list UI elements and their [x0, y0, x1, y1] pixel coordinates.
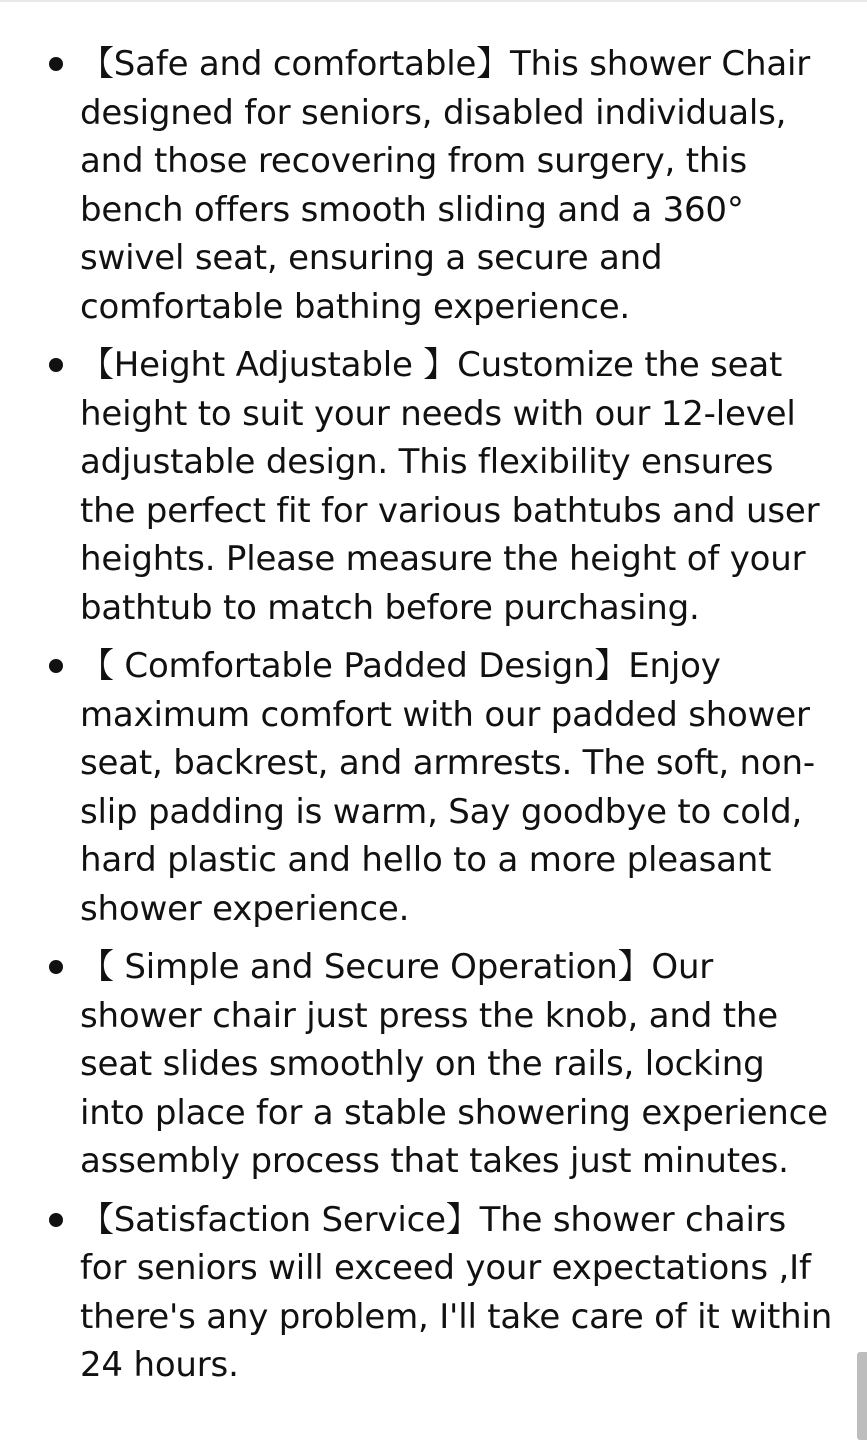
bullet-dot-icon [49, 659, 63, 673]
feature-bullet-text: 【Safe and comfortable】This shower Chair designed for seniors, disabled individuals, and those recovering from surgery, this bench offers smooth sliding and a 360° swivel seat, ensuring a secure and comfortable bathing experience. [80, 44, 810, 327]
vertical-scrollbar[interactable] [857, 1352, 867, 1440]
feature-bullet-text: 【Height Adjustable 】Customize the seat height to suit your needs with our 12-level adjustable design. This flexibility ensures the perfect fit for various bathtubs and user heights. Please measure the height of your bathtub to match before purchasing. [80, 345, 820, 628]
bullet-dot-icon [49, 960, 63, 974]
feature-bullet-padded-design [0, 642, 845, 933]
feature-bullet-text: 【 Simple and Secure Operation】Our shower chair just press the knob, and the seat slides smoothly on the rails, locking into place for a stable showering experience assembly process that takes just minutes. [80, 947, 828, 1181]
feature-bullet-text: 【 Comfortable Padded Design】Enjoy maximum comfort with our padded shower seat, backrest, and armrests. The soft, non-slip padding is warm, Say goodbye to cold, hard plastic and hello to a more pleasant shower experience. [80, 646, 815, 929]
feature-bullet-list [0, 40, 845, 1400]
bullet-dot-icon [49, 358, 63, 372]
bullet-dot-icon [49, 57, 63, 71]
top-divider [0, 0, 867, 2]
feature-bullet-height-adjustable [0, 341, 845, 632]
feature-bullet-secure-operation [0, 943, 845, 1186]
feature-bullet-text: 【Satisfaction Service】The shower chairs for seniors will exceed your expectations ,If there's any problem, I'll take care of it within 24 hours. [80, 1199, 833, 1385]
feature-bullet-safe-comfortable [0, 40, 845, 331]
bullet-dot-icon [49, 1213, 63, 1227]
feature-bullet-satisfaction-service [0, 1196, 845, 1390]
